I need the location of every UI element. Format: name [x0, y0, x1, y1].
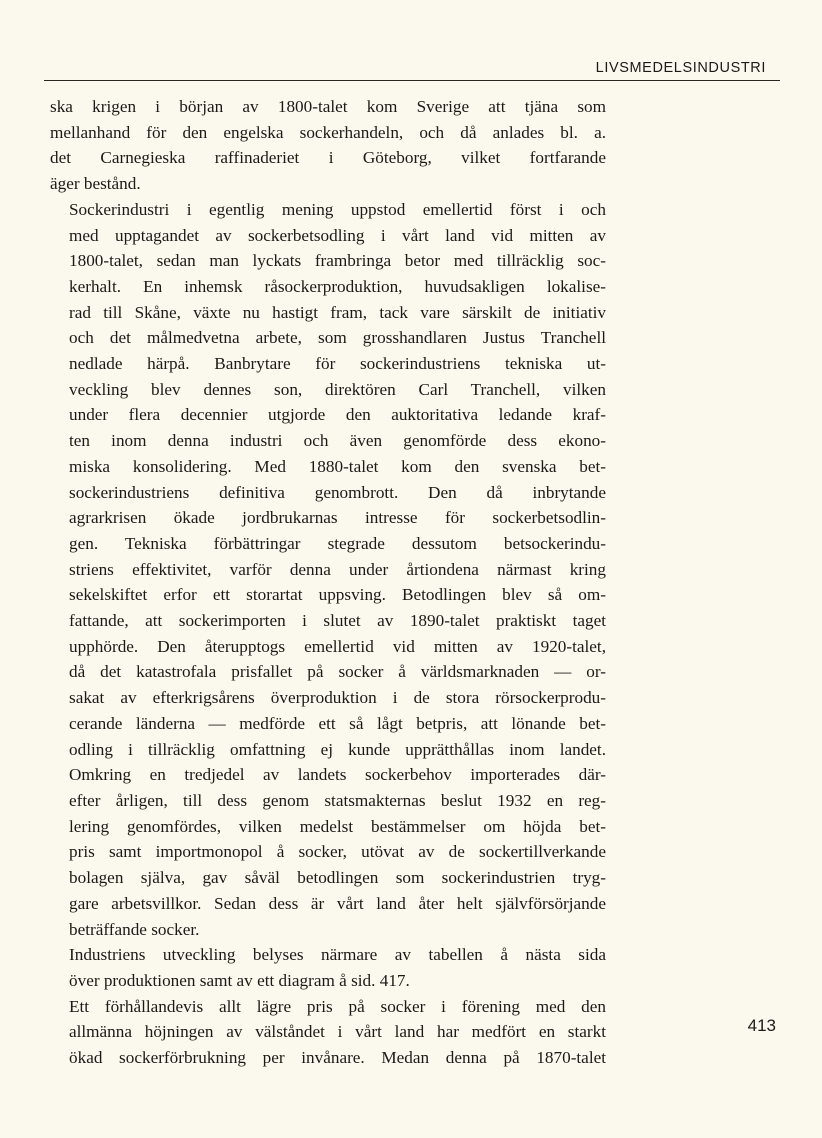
text-line: fattande, att sockerimporten i slutet av 1890-talet praktiskt taget [69, 611, 606, 631]
text-line: sekelskiftet erfor ett storartat uppsving. Betodlingen blev så om- [69, 585, 606, 605]
text-line: upphörde. Den återupptogs emellertid vid mitten av 1920-talet, [69, 636, 606, 656]
paragraph-3 [50, 942, 606, 993]
text-line: efter årligen, till dess genom statsmakternas beslut 1932 en reg- [69, 790, 606, 810]
paragraph-4 [50, 994, 606, 1071]
text-line: Sockerindustri i egentlig mening uppstod emellertid först i och [69, 199, 606, 219]
text-line: odling i tillräcklig omfattning ej kunde upprätthållas inom landet. [69, 739, 606, 759]
paragraph-1 [50, 94, 606, 197]
text-line: och det målmedvetna arbete, som grosshandlaren Justus Tranchell [69, 328, 606, 348]
text-line: veckling blev dennes son, direktören Carl Tranchell, vilken [69, 379, 606, 399]
text-line: kerhalt. En inhemsk råsockerproduktion, huvudsakligen lokalise- [69, 276, 606, 296]
text-line: över produktionen samt av ett diagram å sid. 417. [69, 970, 410, 990]
page-number: 413 [747, 1016, 776, 1035]
text-line: gen. Tekniska förbättringar stegrade dessutom betsockerindu- [69, 533, 606, 553]
text-line: mellanhand för den engelska sockerhandeln, och då anlades bl. a. [50, 122, 606, 142]
text-line: det Carnegieska raffinaderiet i Göteborg, vilket fortfarande [50, 148, 606, 168]
text-line: nedlade härpå. Banbrytare för sockerindustriens tekniska ut- [69, 354, 606, 374]
text-line: pris samt importmonopol å socker, utövat av de sockertillverkande [69, 842, 606, 862]
paragraph-2 [50, 197, 606, 942]
text-line: sockerindustriens definitiva genombrott. Den då inbrytande [69, 482, 606, 502]
text-line: ten inom denna industri och även genomförde dess ekono- [69, 431, 606, 451]
text-line: bolagen själva, gav såväl betodlingen som sockerindustrien tryg- [69, 868, 606, 888]
header-rule [44, 80, 780, 81]
text-line: sakat av efterkrigsårens överproduktion i de stora rörsockerprodu- [69, 688, 606, 708]
running-header: LIVSMEDELSINDUSTRI [595, 60, 766, 76]
text-line: rad till Skåne, växte nu hastigt fram, tack vare särskilt de initiativ [69, 302, 606, 322]
text-line: Ett förhållandevis allt lägre pris på socker i förening med den [69, 996, 606, 1016]
body-text [50, 94, 606, 1071]
text-line: agrarkrisen ökade jordbrukarnas intresse för sockerbetsodlin- [69, 508, 606, 528]
text-line: gare arbetsvillkor. Sedan dess är vårt land åter helt självförsörjande [69, 893, 606, 913]
text-line: miska konsolidering. Med 1880-talet kom den svenska bet- [69, 456, 606, 476]
text-line: cerande länderna — medförde ett så lågt betpris, att lönande bet- [69, 713, 606, 733]
text-line: med upptagandet av sockerbetsodling i vårt land vid mitten av [69, 225, 606, 245]
text-line: beträffande socker. [69, 919, 200, 939]
text-line: allmänna höjningen av välståndet i vårt land har medfört en starkt [69, 1022, 606, 1042]
text-line: under flera decennier utgjorde den auktoritativa ledande kraf- [69, 405, 606, 425]
text-line: ska krigen i början av 1800-talet kom Sverige att tjäna som [50, 97, 606, 116]
text-line: Omkring en tredjedel av landets sockerbehov importerades där- [69, 765, 606, 785]
text-line: ökad sockerförbrukning per invånare. Medan denna på 1870-talet [69, 1048, 606, 1068]
text-line: striens effektivitet, varför denna under årtiondena närmast kring [69, 559, 606, 579]
text-line: Industriens utveckling belyses närmare av tabellen å nästa sida [69, 945, 606, 965]
text-line: lering genomfördes, vilken medelst bestämmelser om höjda bet- [69, 816, 606, 836]
text-line: äger bestånd. [50, 174, 141, 194]
text-line: då det katastrofala prisfallet på socker å världsmarknaden — or- [69, 662, 606, 682]
text-line: 1800-talet, sedan man lyckats frambringa betor med tillräcklig soc- [69, 251, 606, 271]
